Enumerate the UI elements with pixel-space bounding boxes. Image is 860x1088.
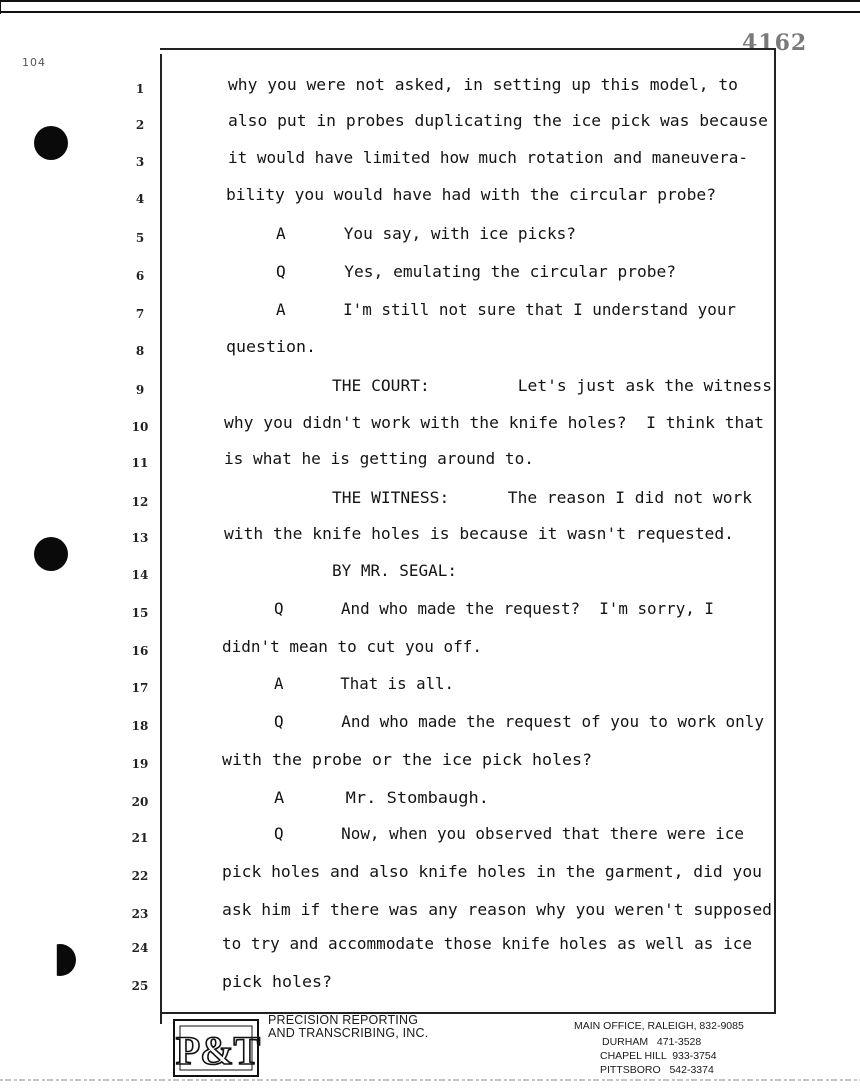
transcript-line: bility you would have had with the circular probe?: [226, 186, 716, 204]
office-city: DURHAM: [602, 1036, 649, 1048]
office-city: CHAPEL HILL: [600, 1050, 667, 1062]
office-chapel-hill: [600, 1050, 717, 1062]
line-number: 23: [131, 907, 149, 921]
transcript-line: also put in probes duplicating the ice pick was because: [228, 112, 768, 130]
transcript-line: A I'm still not sure that I understand your: [276, 301, 736, 319]
transcript-line: pick holes and also knife holes in the garment, did you: [222, 863, 762, 881]
line-number: 6: [135, 269, 145, 283]
line-number: 16: [131, 644, 149, 658]
transcript-line: why you didn't work with the knife holes? I think that: [224, 414, 764, 432]
line-number: 8: [135, 344, 145, 358]
line-number: 9: [135, 383, 145, 397]
line-number: 14: [131, 568, 149, 582]
line-number: 15: [131, 606, 149, 620]
firm-name-line1: PRECISION REPORTING: [268, 1013, 419, 1027]
line-number: 12: [131, 495, 149, 509]
transcript-line: with the knife holes is because it wasn't requested.: [224, 525, 734, 543]
punch-hole-bottom: [44, 944, 76, 976]
page-number-stamp: 4162: [742, 30, 808, 56]
transcript-line: question.: [226, 338, 316, 356]
logo-lettering: P&T: [175, 1028, 261, 1073]
office-pittsboro: [600, 1064, 714, 1076]
transcript-line: THE WITNESS: The reason I did not work: [332, 489, 752, 507]
punch-hole-middle: [34, 537, 68, 571]
line-number: 20: [131, 795, 149, 809]
transcript-line: Q Now, when you observed that there were ice: [274, 825, 744, 843]
office-city: PITTSBORO: [600, 1064, 661, 1076]
office-durham: [602, 1036, 701, 1048]
transcript-line: BY MR. SEGAL:: [332, 562, 457, 580]
transcript-line: A That is all.: [274, 675, 454, 693]
corner-tag: 104: [22, 56, 46, 69]
transcript-line: to try and accommodate those knife holes as well as ice: [222, 935, 752, 953]
transcript-line: it would have limited how much rotation and maneuvera-: [228, 149, 748, 167]
transcript-line: A You say, with ice picks?: [276, 225, 576, 243]
office-phone: 542-3374: [669, 1064, 714, 1076]
line-number: 17: [131, 681, 149, 695]
line-number: 5: [135, 231, 145, 245]
line-number: 2: [135, 118, 145, 132]
scan-edge-noise: [0, 1076, 860, 1086]
line-number: 1: [135, 82, 145, 96]
transcript-line: Q Yes, emulating the circular probe?: [276, 263, 676, 281]
line-number: 22: [131, 869, 149, 883]
transcript-line: didn't mean to cut you off.: [222, 638, 482, 656]
line-number: 11: [131, 456, 149, 470]
margin-rule: [160, 54, 162, 1024]
office-phone: 471-3528: [656, 1036, 702, 1048]
transcript-line: Q And who made the request of you to work only: [274, 713, 764, 731]
main-office: MAIN OFFICE, RALEIGH, 832-9085: [574, 1020, 744, 1032]
line-number: 24: [131, 941, 149, 955]
firm-name: [268, 1014, 428, 1040]
line-number: 7: [135, 307, 145, 321]
transcript-line: ask him if there was any reason why you weren't supposed: [222, 901, 772, 919]
transcript-line: THE COURT: Let's just ask the witness: [332, 377, 772, 395]
transcript-line: is what he is getting around to.: [224, 450, 534, 468]
company-logo: [172, 1014, 264, 1080]
firm-name-line2: AND TRANSCRIBING, INC.: [268, 1026, 429, 1040]
line-number: 21: [131, 831, 149, 845]
line-number: 18: [131, 719, 149, 733]
line-number: 4: [135, 192, 145, 206]
line-number: 25: [131, 979, 149, 993]
transcript-line: with the probe or the ice pick holes?: [222, 751, 592, 769]
top-border-rule: [0, 0, 860, 14]
line-number: 10: [131, 420, 149, 434]
transcript-line: pick holes?: [222, 973, 332, 991]
line-number: 19: [131, 757, 149, 771]
line-number: 3: [135, 155, 145, 169]
line-number: 13: [131, 531, 149, 545]
transcript-line: A Mr. Stombaugh.: [274, 789, 489, 807]
transcript-line: why you were not asked, in setting up this model, to: [228, 76, 738, 94]
transcript-line: Q And who made the request? I'm sorry, I: [274, 600, 714, 618]
punch-hole-top: [34, 126, 68, 160]
office-phone: 933-3754: [672, 1050, 717, 1062]
